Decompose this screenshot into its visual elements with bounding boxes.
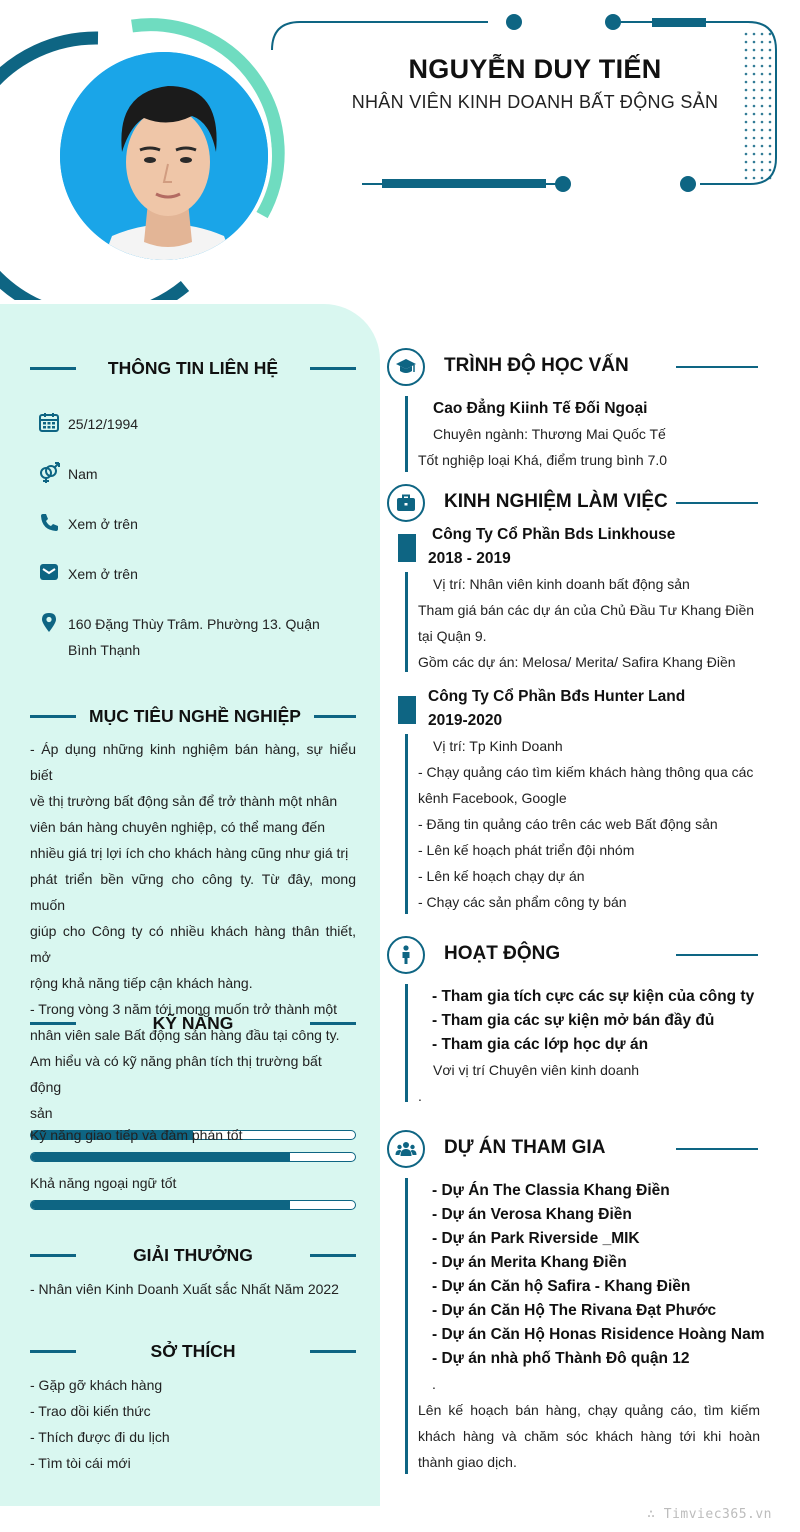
- job-description-line: Gồm các dự án: Melosa/ Merita/ Safira Khang Điền: [418, 654, 736, 670]
- education-section-title: TRÌNH ĐỘ HỌC VẤN: [444, 355, 629, 376]
- divider: [676, 1148, 758, 1150]
- job-position: Vị trí: Tp Kinh Doanh: [433, 738, 563, 754]
- phone-value: Xem ở trên: [68, 516, 138, 532]
- address-line-2: Bình Thạnh: [68, 642, 141, 658]
- awards-text: - Nhân viên Kinh Doanh Xuất sắc Nhất Năm 2022: [30, 1281, 339, 1297]
- skills-section-title: KỸ NĂNG: [152, 1012, 234, 1033]
- skill-label: Kỹ năng giao tiếp và đàm phán tốt: [30, 1127, 243, 1143]
- objective-text: [30, 736, 356, 1048]
- gender-value: Nam: [68, 466, 98, 482]
- job-company: Công Ty Cổ Phần Bds Linkhouse: [432, 526, 676, 543]
- candidate-job-title: NHÂN VIÊN KINH DOANH BẤT ĐỘNG SẢN: [351, 92, 719, 112]
- experience-section-title: KINH NGHIỆM LÀM VIỆC: [444, 491, 668, 512]
- job-description: [418, 597, 760, 675]
- timeline-bar: [405, 984, 408, 1102]
- hobby-item: - Trao dồi kiến thức: [30, 1403, 151, 1419]
- project-item: - Dự án Verosa Khang Điền: [432, 1206, 632, 1223]
- project-description-line: Lên kế hoạch bán hàng, chạy quảng cáo, tìm kiếm: [418, 1402, 760, 1418]
- objective-line: viên bán hàng chuyên nghiệp, có thể mang đến: [30, 819, 326, 835]
- objective-line: - Trong vòng 3 năm tới mong muốn trở thành một: [30, 1001, 338, 1017]
- skill-progress-bar: [30, 1200, 356, 1210]
- job-position: Vị trí: Nhân viên kinh doanh bất động sản: [433, 576, 690, 592]
- skill-label: Am hiểu và có kỹ năng phân tích thị trường bất động: [30, 1053, 322, 1095]
- activity-list: [432, 985, 754, 1057]
- divider: [676, 502, 758, 504]
- watermark: ∴ Timviec365.vn: [647, 1507, 772, 1522]
- skill-progress-fill: [31, 1153, 290, 1161]
- skill-progress-bar: [30, 1152, 356, 1162]
- watermark-text: Timviec365.vn: [663, 1507, 772, 1522]
- skill-item: [30, 1170, 356, 1210]
- activity-item: - Tham gia tích cực các sự kiện của công ty: [432, 988, 755, 1005]
- objective-line: giúp cho Công ty có nhiều khách hàng thân thiết, mở: [30, 923, 356, 965]
- education-major: Chuyên ngành: Thương Mai Quốc Tế: [433, 426, 666, 442]
- divider: [310, 1350, 356, 1353]
- hobbies-list: [30, 1372, 356, 1476]
- person-icon: [387, 936, 425, 974]
- divider: [676, 366, 758, 368]
- calendar-icon: [38, 411, 60, 433]
- contact-section-title: THÔNG TIN LIÊN HỆ: [107, 357, 279, 378]
- location-pin-icon: [38, 611, 60, 633]
- job-description-line: Tham giá bán các dự án của Chủ Đầu Tư Khang Điền: [418, 602, 755, 618]
- activity-item: - Tham gia các lớp học dự án: [432, 1036, 649, 1053]
- divider: [30, 1350, 76, 1353]
- activity-dot: .: [418, 1088, 422, 1104]
- email-value: Xem ở trên: [68, 566, 138, 582]
- job-description-line: - Lên kế hoạch phát triển đội nhóm: [418, 842, 635, 858]
- objective-line: nhân viên sale Bất động sản hàng đầu tại công ty.: [30, 1027, 340, 1043]
- job-period: 2019-2020: [428, 712, 503, 729]
- divider: [30, 1254, 76, 1257]
- candidate-name: NGUYỄN DUY TIẾN: [408, 54, 662, 84]
- birthday-value: 25/12/1994: [68, 416, 139, 432]
- divider: [30, 1022, 76, 1025]
- job-description-line: - Lên kế hoạch chạy dự án: [418, 868, 585, 884]
- job-description-line: - Chạy các sản phẩm công ty bán: [418, 894, 627, 910]
- objective-line: về thị trường bất động sản để trở thành một nhân: [30, 793, 338, 809]
- project-dot: .: [432, 1376, 436, 1392]
- project-item: - Dự án nhà phố Thành Đô quận 12: [432, 1350, 690, 1367]
- job-description-line: - Chạy quảng cáo tìm kiếm khách hàng thông qua các: [418, 764, 754, 780]
- project-description: [418, 1397, 760, 1475]
- project-item: - Dự án Căn Hộ Honas Risidence Hoàng Nam: [432, 1326, 765, 1343]
- divider: [310, 1254, 356, 1257]
- divider: [30, 715, 76, 718]
- project-item: - Dự án Park Riverside _MIK: [432, 1230, 640, 1247]
- activities-section-title: HOẠT ĐỘNG: [444, 943, 561, 964]
- objective-section-header: [30, 704, 356, 728]
- timeline-bar: [405, 572, 408, 672]
- hobbies-section-title: SỞ THÍCH: [150, 1340, 236, 1361]
- timeline-bar: [405, 1178, 408, 1474]
- divider: [310, 1022, 356, 1025]
- job-description-line: - Đăng tin quảng cáo trên các web Bất động sản: [418, 816, 718, 832]
- job-description: [418, 759, 760, 915]
- job-period: 2018 - 2019: [428, 550, 511, 567]
- job-company: Công Ty Cổ Phần Bđs Hunter Land: [428, 688, 686, 705]
- project-item: - Dự án Căn Hộ The Rivana Đạt Phước: [432, 1302, 717, 1319]
- objective-line: phát triển bền vững cho công ty. Từ đây, mong muốn: [30, 871, 356, 913]
- job-marker: [398, 696, 416, 724]
- skill-item: [30, 1122, 356, 1162]
- objective-line: rộng khả năng tiếp cận khách hàng.: [30, 975, 253, 991]
- activity-role: Vơi vị trí Chuyên viên kinh doanh: [433, 1062, 640, 1078]
- project-description-line: khách hàng và chăm sóc khách hàng tới khi hoàn: [418, 1428, 760, 1444]
- address-line-1: 160 Đặng Thùy Trâm. Phường 13. Quận: [68, 616, 320, 632]
- project-item: - Dự Án The Classia Khang Điền: [432, 1182, 670, 1199]
- contact-gender: [38, 461, 328, 487]
- phone-icon: [38, 511, 60, 533]
- job-description-line: tại Quận 9.: [418, 628, 487, 644]
- contact-email: [38, 561, 328, 587]
- education-grade: Tốt nghiệp loại Khá, điểm trung bình 7.0: [418, 452, 668, 468]
- profile-photo-frame: [18, 18, 288, 288]
- skills-section-header: [30, 1011, 356, 1035]
- graduation-cap-icon: [387, 348, 425, 386]
- job-description-line: kênh Facebook, Google: [418, 790, 567, 806]
- skill-label: sản: [30, 1105, 53, 1121]
- briefcase-icon: [387, 484, 425, 522]
- hobby-item: - Tìm tòi cái mới: [30, 1455, 131, 1471]
- skill-label: Khả năng ngoại ngữ tốt: [30, 1175, 177, 1191]
- contact-birthday: [38, 411, 328, 437]
- gender-icon: [38, 461, 60, 483]
- divider: [30, 367, 76, 370]
- activity-item: - Tham gia các sự kiện mở bán đầy đủ: [432, 1012, 715, 1029]
- timeline-bar: [405, 396, 408, 472]
- divider: [310, 367, 356, 370]
- email-icon: [38, 561, 60, 583]
- contact-address: [38, 611, 328, 663]
- objective-line: nhiều giá trị lợi ích cho khách hàng cũng như giá trị: [30, 845, 349, 861]
- project-item: - Dự án Merita Khang Điền: [432, 1254, 627, 1271]
- divider: [676, 954, 758, 956]
- project-list: [432, 1179, 764, 1371]
- hobby-item: - Thích được đi du lịch: [30, 1429, 170, 1445]
- projects-section-title: DỰ ÁN THAM GIA: [444, 1137, 606, 1158]
- awards-section-title: GIẢI THƯỞNG: [133, 1244, 253, 1265]
- education-school: Cao Đẳng Kiinh Tế Đối Ngoại: [433, 400, 648, 417]
- job-marker: [398, 534, 416, 562]
- divider: [314, 715, 356, 718]
- group-users-icon: [387, 1130, 425, 1168]
- contact-section-header: [30, 356, 356, 380]
- project-item: - Dự án Căn hộ Safira - Khang Điền: [432, 1278, 691, 1295]
- contact-phone: [38, 511, 328, 537]
- timeline-bar: [405, 734, 408, 914]
- profile-photo: [56, 48, 272, 264]
- hobbies-section-header: [30, 1339, 356, 1363]
- hobby-item: - Gặp gỡ khách hàng: [30, 1377, 163, 1393]
- awards-section-header: [30, 1243, 356, 1267]
- objective-line: - Áp dụng những kinh nghiệm bán hàng, sự hiểu biết: [30, 741, 356, 783]
- skill-progress-fill: [31, 1201, 290, 1209]
- objective-section-title: MỤC TIÊU NGHỀ NGHIỆP: [89, 705, 301, 726]
- project-description-line: thành giao dịch.: [418, 1454, 517, 1470]
